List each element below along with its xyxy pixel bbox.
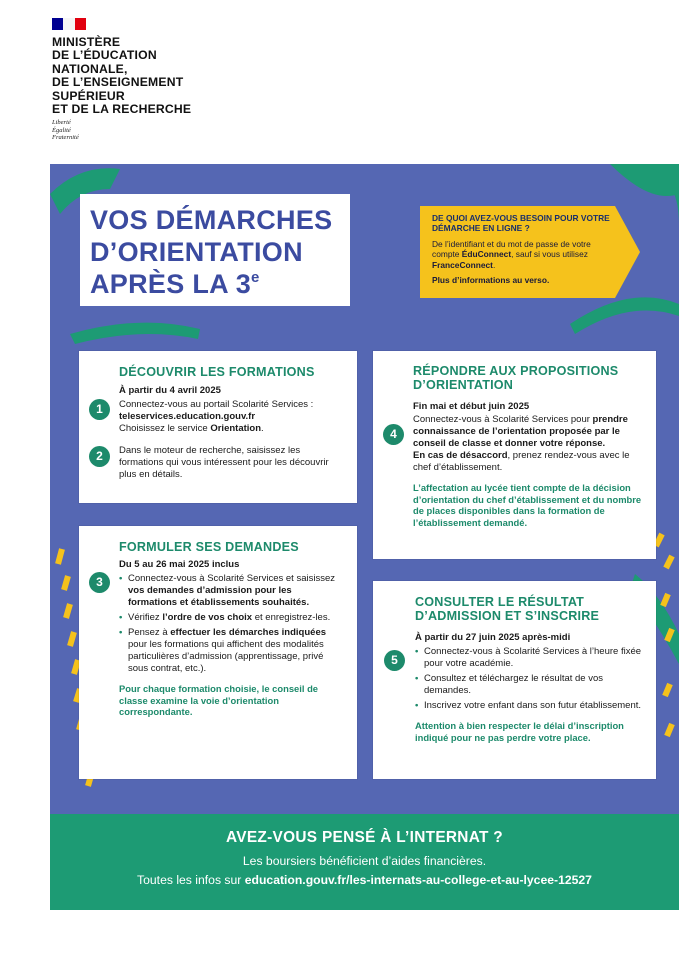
franceconnect-label: FranceConnect (432, 259, 493, 270)
republic-flag-logo (52, 18, 86, 30)
card-title: FORMULER SES DEMANDES (119, 540, 299, 554)
card-admission-result (373, 581, 656, 779)
callout-body (432, 239, 614, 270)
card-date: Fin mai et début juin 2025 (413, 401, 530, 412)
callout-question: DE QUOI AVEZ-VOUS BESOIN POUR VOTRE DÉMARCHE EN LIGNE ? (432, 213, 610, 234)
card-date: Du 5 au 26 mai 2025 inclus (119, 559, 240, 570)
republic-motto (52, 119, 79, 142)
item-text: Pensez à (128, 627, 171, 638)
respond-text (413, 414, 642, 450)
internat-info-link[interactable]: education.gouv.fr/les-internats-au-college-et-au-lycee-12527 (244, 873, 592, 887)
result-list (415, 646, 642, 712)
ministry-line: SUPÉRIEUR (52, 88, 125, 103)
step-text-part: Connectez-vous à Scolarité Services pour (413, 414, 593, 425)
step-number-badge: 2 (89, 446, 110, 467)
teleservices-link[interactable]: teleservices.education.gouv.fr (119, 411, 256, 422)
online-requirements-callout (420, 206, 640, 298)
step-text-bold: Orientation (210, 423, 262, 434)
banner-line (50, 873, 679, 887)
step-number-badge: 4 (383, 424, 404, 445)
card-formulate-requests (79, 526, 357, 779)
requests-note: Pour chaque formation choisie, le conseil de classe examine la voie d’orientation correspondante. (119, 683, 319, 718)
list-item: • Consultez et téléchargez le résultat de vos demandes. (415, 673, 642, 697)
callout-text (432, 213, 614, 285)
item-text-bold: l’ordre de vos choix (162, 612, 253, 623)
ministry-name (52, 36, 191, 116)
item-text: et enregistrez-les. (252, 612, 331, 623)
requests-list (119, 573, 343, 675)
ministry-line: DE L’ENSEIGNEMENT (52, 75, 184, 90)
banner-line: Les boursiers bénéficient d’aides financières. (242, 854, 487, 868)
banner-heading: AVEZ-VOUS PENSÉ À L’INTERNAT ? (226, 829, 503, 846)
card-title-line: D’ADMISSION ET S’INSCRIRE (415, 609, 600, 623)
respond-note: L’affectation au lycée tient compte de la décision d’orientation du chef d’établissement et du nombre de places disponibles dans la formation de l’établissement demandé. (413, 482, 642, 528)
poster (50, 164, 679, 814)
step-number-badge: 5 (384, 650, 405, 671)
callout-text-part: De l’identifiant et du mot de passe de votre compte (432, 238, 591, 260)
step-text-part: . (261, 423, 264, 434)
boarding-school-banner (50, 814, 679, 910)
banner-text-part: Toutes les infos sur (137, 873, 245, 887)
list-item: • Connectez-vous à Scolarité Services à l’heure fixée pour votre académie. (415, 646, 642, 670)
educonnect-label: ÉduConnect (461, 249, 512, 260)
motto-line: Fraternité (52, 134, 79, 142)
card-title-line: CONSULTER LE RÉSULTAT (415, 595, 585, 609)
step-text-bold: prendre connaissance de l’orientation proposée par le conseil de classe et donner votre réponse. (413, 414, 628, 449)
item-text-bold: vos demandes d’admission pour les formations et établissements souhaités. (128, 585, 310, 608)
card-title: DÉCOUVRIR LES FORMATIONS (119, 365, 315, 379)
list-item (119, 612, 343, 624)
title-line: VOS DÉMARCHES (90, 205, 333, 235)
title-superscript: e (251, 269, 260, 286)
step-number-badge: 1 (89, 399, 110, 420)
item-text: Connectez-vous à Scolarité Services et saisissez (128, 573, 335, 584)
ministry-line: ET DE LA RECHERCHE (52, 102, 192, 117)
step-2-text: Dans le moteur de recherche, saisissez les formations qui vous intéressent pour les découvrir plus en détails. (119, 445, 329, 480)
item-text: pour les formations qui affichent des modalités particulières d’admission (apprentissage, privé sous contrat, etc.). (128, 639, 324, 674)
callout-more-info: Plus d’informations au verso. (432, 275, 550, 286)
step-text-part: Choisissez le service (119, 423, 211, 434)
item-text: Vérifiez (128, 612, 163, 623)
motto-line: Égalité (52, 126, 71, 134)
step-1-text (119, 399, 341, 435)
card-title-line: D’ORIENTATION (413, 378, 514, 392)
result-note: Attention à bien respecter le délai d’inscription indiqué pour ne pas perdre votre place. (415, 720, 624, 743)
step-text-part: Connectez-vous au portail Scolarité Services : (119, 399, 314, 410)
disagreement-text (413, 450, 642, 474)
title-line (90, 268, 340, 300)
title-line: D’ORIENTATION (90, 237, 303, 267)
card-date: À partir du 27 juin 2025 après-midi (415, 632, 571, 643)
card-date: À partir du 4 avril 2025 (119, 385, 221, 396)
ministry-line: DE L’ÉDUCATION (52, 48, 157, 63)
poster-title (80, 194, 350, 306)
step-number-badge: 3 (89, 572, 110, 593)
ministry-line: MINISTÈRE (52, 35, 121, 49)
list-item (119, 627, 343, 675)
motto-line: Liberté (52, 119, 71, 126)
step-text-part: , prenez rendez-vous avec le chef d’établissement. (413, 450, 630, 473)
step-text-bold: En cas de désaccord (413, 450, 508, 461)
callout-text-part: . (492, 259, 496, 270)
list-item: • Inscrivez votre enfant dans son futur établissement. (415, 700, 642, 712)
card-discover-formations (79, 351, 357, 503)
item-text-bold: effectuer les démarches indiquées (170, 627, 327, 638)
callout-text-part: , sauf si vous utilisez (511, 249, 588, 260)
title-line-text: APRÈS LA 3 (90, 269, 252, 299)
ministry-line: NATIONALE, (52, 61, 128, 76)
list-item (119, 573, 343, 609)
card-respond-proposals (373, 351, 656, 559)
card-title-line: RÉPONDRE AUX PROPOSITIONS (413, 364, 619, 378)
